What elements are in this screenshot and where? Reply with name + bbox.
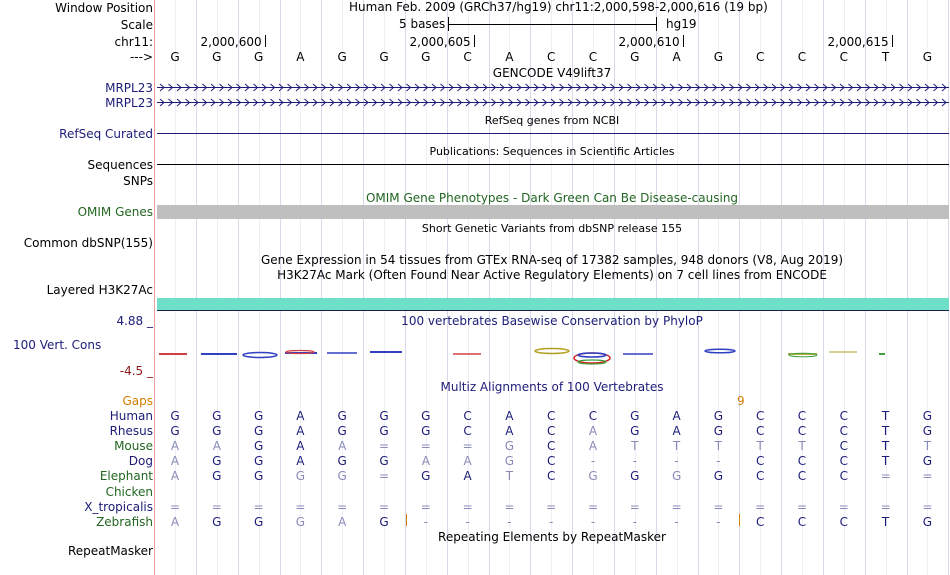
aligned-base: T xyxy=(756,439,764,453)
aligned-base: = xyxy=(880,500,891,514)
aligned-base: A xyxy=(588,424,598,438)
zebrafish-insertion-marker xyxy=(406,514,407,526)
aligned-base: C xyxy=(463,424,472,438)
aligned-base: A xyxy=(505,424,514,438)
scale-label: Scale xyxy=(120,18,153,32)
aligned-base: C xyxy=(839,454,848,468)
aligned-base: = xyxy=(295,500,306,514)
refseq-track-title: RefSeq genes from NCBI xyxy=(484,114,620,127)
aligned-base: C xyxy=(755,469,765,483)
aligned-base: G xyxy=(212,409,222,423)
aligned-base: - xyxy=(674,454,679,468)
species-label-mouse: Mouse xyxy=(114,439,153,453)
aligned-base: = xyxy=(169,500,181,514)
aligned-base: A xyxy=(296,409,305,423)
gene-feature-mrpl23-1[interactable] xyxy=(157,81,949,94)
reference-base: G xyxy=(253,50,264,64)
aligned-base: C xyxy=(839,439,848,453)
scale-bar xyxy=(448,17,657,31)
ruler-position: 2,000,600 xyxy=(200,35,262,49)
multiz-track-title: Multiz Alignments of 100 Vertebrates xyxy=(440,380,664,394)
aligned-base: G xyxy=(922,424,933,438)
aligned-base: T xyxy=(881,439,890,453)
dbsnp-label[interactable]: Common dbSNP(155) xyxy=(23,236,153,250)
dbsnp-track-title: Short Genetic Variants from dbSNP release 155 xyxy=(421,222,683,235)
aligned-base: G xyxy=(212,469,222,483)
aligned-base: A xyxy=(421,454,430,468)
ruler-position: 2,000,610 xyxy=(618,35,680,49)
reference-base: A xyxy=(672,50,681,64)
aligned-base: G xyxy=(295,469,306,483)
cons-max-label: 4.88 _ xyxy=(116,314,153,328)
refseq-feature[interactable] xyxy=(157,133,949,134)
species-label-zebrafish: Zebrafish xyxy=(96,515,153,529)
aligned-base: C xyxy=(755,515,765,529)
aligned-base: A xyxy=(338,439,347,453)
aligned-base: = xyxy=(462,500,473,514)
aligned-base: G xyxy=(630,469,640,483)
aligned-base: C xyxy=(546,424,556,438)
aligned-base: = xyxy=(880,469,891,483)
aligned-base: G xyxy=(630,409,640,423)
species-label-elephant: Elephant xyxy=(99,469,153,483)
aligned-base: A xyxy=(170,439,180,453)
aligned-base: = xyxy=(546,500,557,514)
aligned-base: G xyxy=(253,424,264,438)
aligned-base: - xyxy=(590,454,596,468)
gaps-label[interactable]: Gaps xyxy=(122,394,153,408)
aligned-base: - xyxy=(674,515,679,529)
reference-base: C xyxy=(546,50,556,64)
aligned-base: - xyxy=(507,515,512,529)
publications-track-title: Publications: Sequences in Scientific Articles xyxy=(429,145,675,158)
aligned-base: G xyxy=(212,515,222,529)
gene-label-mrpl23-2[interactable]: MRPL23 xyxy=(105,96,153,110)
aligned-base: - xyxy=(716,515,721,529)
aligned-base: G xyxy=(253,409,264,423)
aligned-base: A xyxy=(672,424,681,438)
aligned-base: C xyxy=(546,469,556,483)
chrom-label: chr11: xyxy=(114,35,153,49)
aligned-base: = xyxy=(420,439,431,453)
gene-label-mrpl23-1[interactable]: MRPL23 xyxy=(105,81,153,95)
omim-label[interactable]: OMIM Genes xyxy=(77,205,153,219)
aligned-base: = xyxy=(671,500,682,514)
reference-base: G xyxy=(713,50,724,64)
cons-track-title: 100 vertebrates Basewise Conservation by PhyloP xyxy=(401,314,703,328)
ruler-position: 2,000,605 xyxy=(409,35,471,49)
aligned-base: G xyxy=(421,424,431,438)
species-label-human: Human xyxy=(109,409,153,423)
aligned-base: = xyxy=(838,500,849,514)
ruler-tick xyxy=(683,35,684,47)
aligned-base: G xyxy=(337,409,347,423)
repeatmasker-track-title: Repeating Elements by RepeatMasker xyxy=(438,530,666,544)
reference-base: G xyxy=(922,50,933,64)
aligned-base: G xyxy=(504,454,515,468)
aligned-base: C xyxy=(797,469,807,483)
aligned-base: = xyxy=(462,439,473,453)
aligned-base: A xyxy=(170,469,180,483)
aligned-base: G xyxy=(212,454,222,468)
aligned-base: G xyxy=(379,424,389,438)
aligned-base: G xyxy=(713,469,724,483)
aligned-base: A xyxy=(463,454,472,468)
aligned-base: G xyxy=(713,424,724,438)
aligned-base: G xyxy=(379,515,389,529)
refseq-label[interactable]: RefSeq Curated xyxy=(59,127,153,141)
omim-track-title: OMIM Gene Phenotypes - Dark Green Can Be Disease-causing xyxy=(365,191,739,205)
scale-db: hg19 xyxy=(666,17,697,31)
aligned-base: G xyxy=(253,439,264,453)
aligned-base: T xyxy=(631,439,639,453)
aligned-base: C xyxy=(839,515,848,529)
aligned-base: = xyxy=(504,500,515,514)
aligned-base: = xyxy=(755,500,766,514)
snps-label[interactable]: SNPs xyxy=(123,174,153,188)
aligned-base: C xyxy=(546,409,556,423)
aligned-base: T xyxy=(881,515,890,529)
aligned-base: - xyxy=(423,515,428,529)
scale-text: 5 bases xyxy=(399,17,446,31)
aligned-base: G xyxy=(671,469,682,483)
aligned-base: A xyxy=(463,469,472,483)
ruler-position: 2,000,615 xyxy=(827,35,889,49)
h3k27-signal[interactable] xyxy=(157,298,949,311)
ruler-tick xyxy=(474,35,475,47)
sequences-feature[interactable] xyxy=(157,164,949,165)
species-label-chicken: Chicken xyxy=(105,485,153,499)
aligned-base: G xyxy=(504,439,515,453)
aligned-base: G xyxy=(588,469,598,483)
aligned-base: = xyxy=(796,500,808,514)
gaps-count: 9 xyxy=(737,394,745,408)
aligned-base: C xyxy=(588,409,598,423)
aligned-base: C xyxy=(797,515,807,529)
aligned-base: G xyxy=(212,424,222,438)
species-label-rhesus: Rhesus xyxy=(109,424,153,438)
aligned-base: = xyxy=(922,500,933,514)
reference-base: T xyxy=(881,50,890,64)
reference-base: C xyxy=(755,50,765,64)
reference-base: C xyxy=(588,50,598,64)
aligned-base: = xyxy=(420,500,431,514)
reference-base: G xyxy=(379,50,389,64)
aligned-base: C xyxy=(755,454,765,468)
zebrafish-insertion-marker xyxy=(739,514,740,526)
strand-label: ---> xyxy=(129,50,153,64)
sequences-label[interactable]: Sequences xyxy=(87,158,153,172)
species-label-dog: Dog xyxy=(128,454,153,468)
h3k27-track-title: H3K27Ac Mark (Often Found Near Active Regulatory Elements) on 7 cell lines from ENCODE xyxy=(277,268,827,282)
aligned-base: G xyxy=(922,454,933,468)
ruler-tick xyxy=(265,35,266,47)
aligned-base: C xyxy=(797,424,807,438)
aligned-base: C xyxy=(839,409,848,423)
aligned-base: = xyxy=(378,500,390,514)
aligned-base: G xyxy=(421,409,431,423)
aligned-base: - xyxy=(632,515,637,529)
cons-signal[interactable] xyxy=(157,340,949,370)
aligned-base: - xyxy=(590,515,596,529)
aligned-base: - xyxy=(549,515,554,529)
aligned-base: - xyxy=(465,515,470,529)
aligned-base: T xyxy=(881,454,890,468)
omim-feature[interactable] xyxy=(157,205,949,219)
aligned-base: A xyxy=(296,439,305,453)
aligned-base: = xyxy=(211,500,222,514)
aligned-base: G xyxy=(170,424,180,438)
aligned-base: C xyxy=(797,454,807,468)
reference-base: G xyxy=(212,50,222,64)
aligned-base: - xyxy=(632,454,637,468)
aligned-base: A xyxy=(296,424,305,438)
h3k27-label[interactable]: Layered H3K27Ac xyxy=(46,283,153,297)
aligned-base: G xyxy=(379,409,389,423)
aligned-base: G xyxy=(295,515,306,529)
aligned-base: C xyxy=(755,409,765,423)
gene-feature-mrpl23-2[interactable] xyxy=(157,96,949,109)
reference-base: G xyxy=(170,50,180,64)
aligned-base: C xyxy=(546,439,556,453)
aligned-base: T xyxy=(881,409,890,423)
aligned-base: T xyxy=(672,439,681,453)
reference-base: G xyxy=(630,50,640,64)
aligned-base: G xyxy=(337,469,347,483)
aligned-base: A xyxy=(672,409,681,423)
aligned-base: A xyxy=(170,515,180,529)
track-label-divider xyxy=(154,0,155,575)
species-label-x_tropicalis: X_tropicalis xyxy=(84,500,153,514)
aligned-base: G xyxy=(922,409,933,423)
cons-min-label: -4.5 _ xyxy=(119,364,153,378)
aligned-base: G xyxy=(922,515,933,529)
aligned-base: = xyxy=(713,500,724,514)
aligned-base: G xyxy=(337,424,347,438)
aligned-base: = xyxy=(378,439,390,453)
reference-base: G xyxy=(421,50,431,64)
gtex-track-title: Gene Expression in 54 tissues from GTEx RNA-seq of 17382 samples, 948 donors (V8, Aug 2019) xyxy=(260,253,844,267)
aligned-base: T xyxy=(881,424,890,438)
aligned-base: A xyxy=(588,439,598,453)
aligned-base: A xyxy=(296,454,305,468)
aligned-base: C xyxy=(797,409,807,423)
reference-base: C xyxy=(463,50,472,64)
aligned-base: = xyxy=(253,500,264,514)
aligned-base: T xyxy=(923,439,932,453)
window-position-label: Window Position xyxy=(55,1,153,15)
aligned-base: G xyxy=(253,469,264,483)
reference-base: G xyxy=(337,50,347,64)
aligned-base: G xyxy=(421,469,431,483)
aligned-base: G xyxy=(170,409,180,423)
aligned-base: = xyxy=(337,500,348,514)
aligned-base: C xyxy=(546,454,556,468)
aligned-base: G xyxy=(253,454,264,468)
window-position-value: Human Feb. 2009 (GRCh37/hg19) chr11:2,000,598-2,000,616 (19 bp) xyxy=(349,0,768,14)
aligned-base: T xyxy=(714,439,723,453)
ruler-tick xyxy=(892,35,893,47)
aligned-base: A xyxy=(505,409,514,423)
gencode-track-title: GENCODE V49lift37 xyxy=(492,66,612,80)
aligned-base: A xyxy=(338,515,347,529)
aligned-base: T xyxy=(505,469,514,483)
aligned-base: A xyxy=(212,439,221,453)
aligned-base: = xyxy=(587,500,599,514)
aligned-base: T xyxy=(798,439,806,453)
aligned-base: = xyxy=(922,469,933,483)
reference-base: A xyxy=(505,50,514,64)
aligned-base: = xyxy=(378,469,390,483)
aligned-base: = xyxy=(629,500,640,514)
reference-base: A xyxy=(296,50,305,64)
cons-label[interactable]: 100 Vert. Cons xyxy=(13,338,102,352)
reference-base: C xyxy=(797,50,807,64)
aligned-base: C xyxy=(755,424,765,438)
aligned-base: A xyxy=(170,454,180,468)
aligned-base: G xyxy=(630,424,640,438)
reference-base: C xyxy=(839,50,848,64)
repeatmasker-label[interactable]: RepeatMasker xyxy=(67,544,153,558)
aligned-base: C xyxy=(839,469,848,483)
aligned-base: G xyxy=(253,515,264,529)
aligned-base: G xyxy=(337,454,347,468)
aligned-base: - xyxy=(716,454,721,468)
aligned-base: G xyxy=(379,454,389,468)
aligned-base: C xyxy=(463,409,472,423)
aligned-base: C xyxy=(839,424,848,438)
aligned-base: G xyxy=(713,409,724,423)
